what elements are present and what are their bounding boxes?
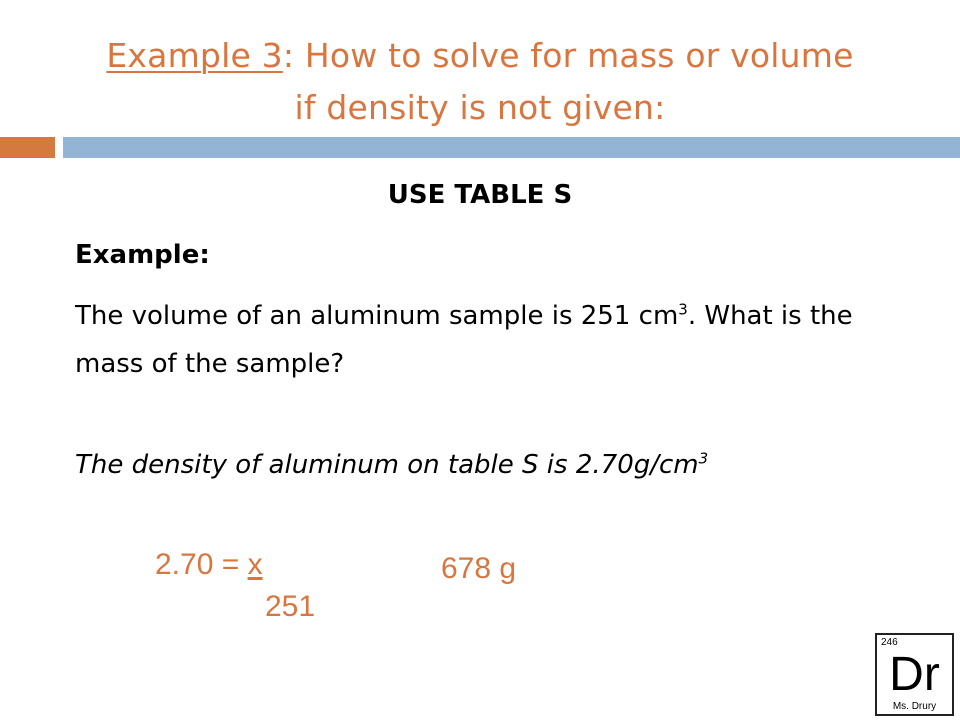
example-label: Example: xyxy=(75,240,210,270)
title-line-1 xyxy=(0,30,960,82)
question-text xyxy=(75,292,915,388)
logo-symbol: Dr xyxy=(889,648,940,701)
equation-numerator: x xyxy=(247,548,263,581)
title-prefix: Example 3 xyxy=(106,36,283,75)
density-note xyxy=(75,450,708,480)
element-tile-logo xyxy=(875,633,954,716)
logo-number: 246 xyxy=(881,637,898,648)
accent-bar-orange xyxy=(0,137,55,158)
logo-name: Ms. Drury xyxy=(892,701,937,712)
equation-left: 2.70 = xyxy=(155,548,248,581)
equation xyxy=(155,548,263,582)
heading-use-table-s: USE TABLE S xyxy=(387,180,573,210)
question-rest: . What is the mass of the sample? xyxy=(75,301,853,379)
equation-denominator: 251 xyxy=(265,590,316,623)
note-superscript: 3 xyxy=(698,449,709,468)
accent-bar-blue xyxy=(63,137,960,158)
answer: 678 g xyxy=(441,552,517,585)
title-rest: : How to solve for mass or volume xyxy=(282,36,854,75)
note-main: The density of aluminum on table S is 2.70g/cm xyxy=(75,450,699,480)
slide-title xyxy=(0,30,960,134)
question-superscript: 3 xyxy=(678,300,688,319)
title-line-2: if density is not given: xyxy=(294,88,666,127)
question-main: The volume of an aluminum sample is 251 cm xyxy=(75,301,679,331)
